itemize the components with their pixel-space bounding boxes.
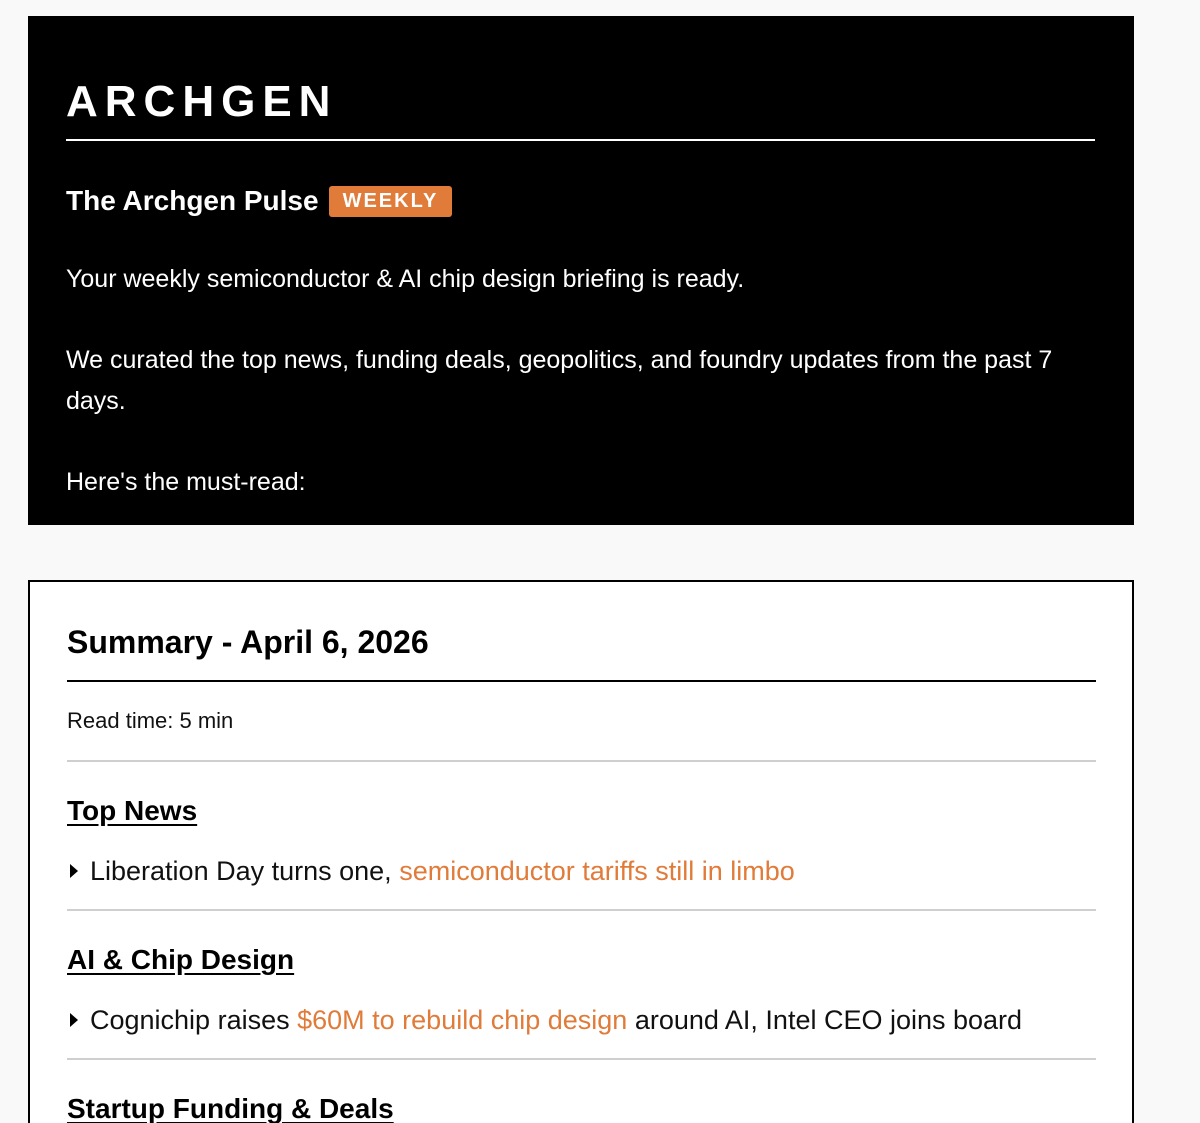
read-time: Read time: 5 min [67, 708, 234, 733]
intro-text-1: Your weekly semiconductor & AI chip design briefing is ready. [66, 265, 745, 293]
article-link[interactable]: $60M to rebuild chip design [297, 1005, 628, 1035]
section-divider [67, 760, 1096, 762]
section-divider [67, 1058, 1096, 1060]
summary-card [28, 580, 1134, 1123]
article-link[interactable]: semiconductor tariffs still in limbo [399, 856, 795, 886]
bullet-triangle-icon [70, 1013, 78, 1027]
item-text-suffix: around AI, Intel CEO joins board [627, 1005, 1023, 1035]
hero-divider [66, 139, 1095, 141]
summary-divider [67, 680, 1096, 682]
hero-banner [28, 16, 1134, 525]
summary-title: Summary - April 6, 2026 [67, 624, 429, 660]
list-item [70, 1003, 1022, 1037]
item-text: Cognichip raises [90, 1005, 298, 1035]
list-item [70, 854, 795, 888]
section-heading-startup-funding[interactable]: Startup Funding & Deals [67, 1093, 394, 1123]
bullet-triangle-icon [70, 864, 78, 878]
intro-text-2: We curated the top news, funding deals, geopolitics, and foundry updates from the past 7 days. [66, 346, 1053, 415]
newsletter-title-row [66, 184, 452, 218]
section-heading-ai-chip-design[interactable]: AI & Chip Design [67, 944, 295, 975]
item-text: Liberation Day turns one, [90, 856, 400, 886]
weekly-badge: WEEKLY [329, 186, 453, 217]
section-divider [67, 909, 1096, 911]
newsletter-title: The Archgen Pulse [66, 185, 319, 216]
section-heading-top-news[interactable]: Top News [67, 795, 198, 826]
intro-text-3: Here's the must-read: [66, 468, 306, 496]
archgen-logo: ARCHGEN [66, 77, 338, 126]
